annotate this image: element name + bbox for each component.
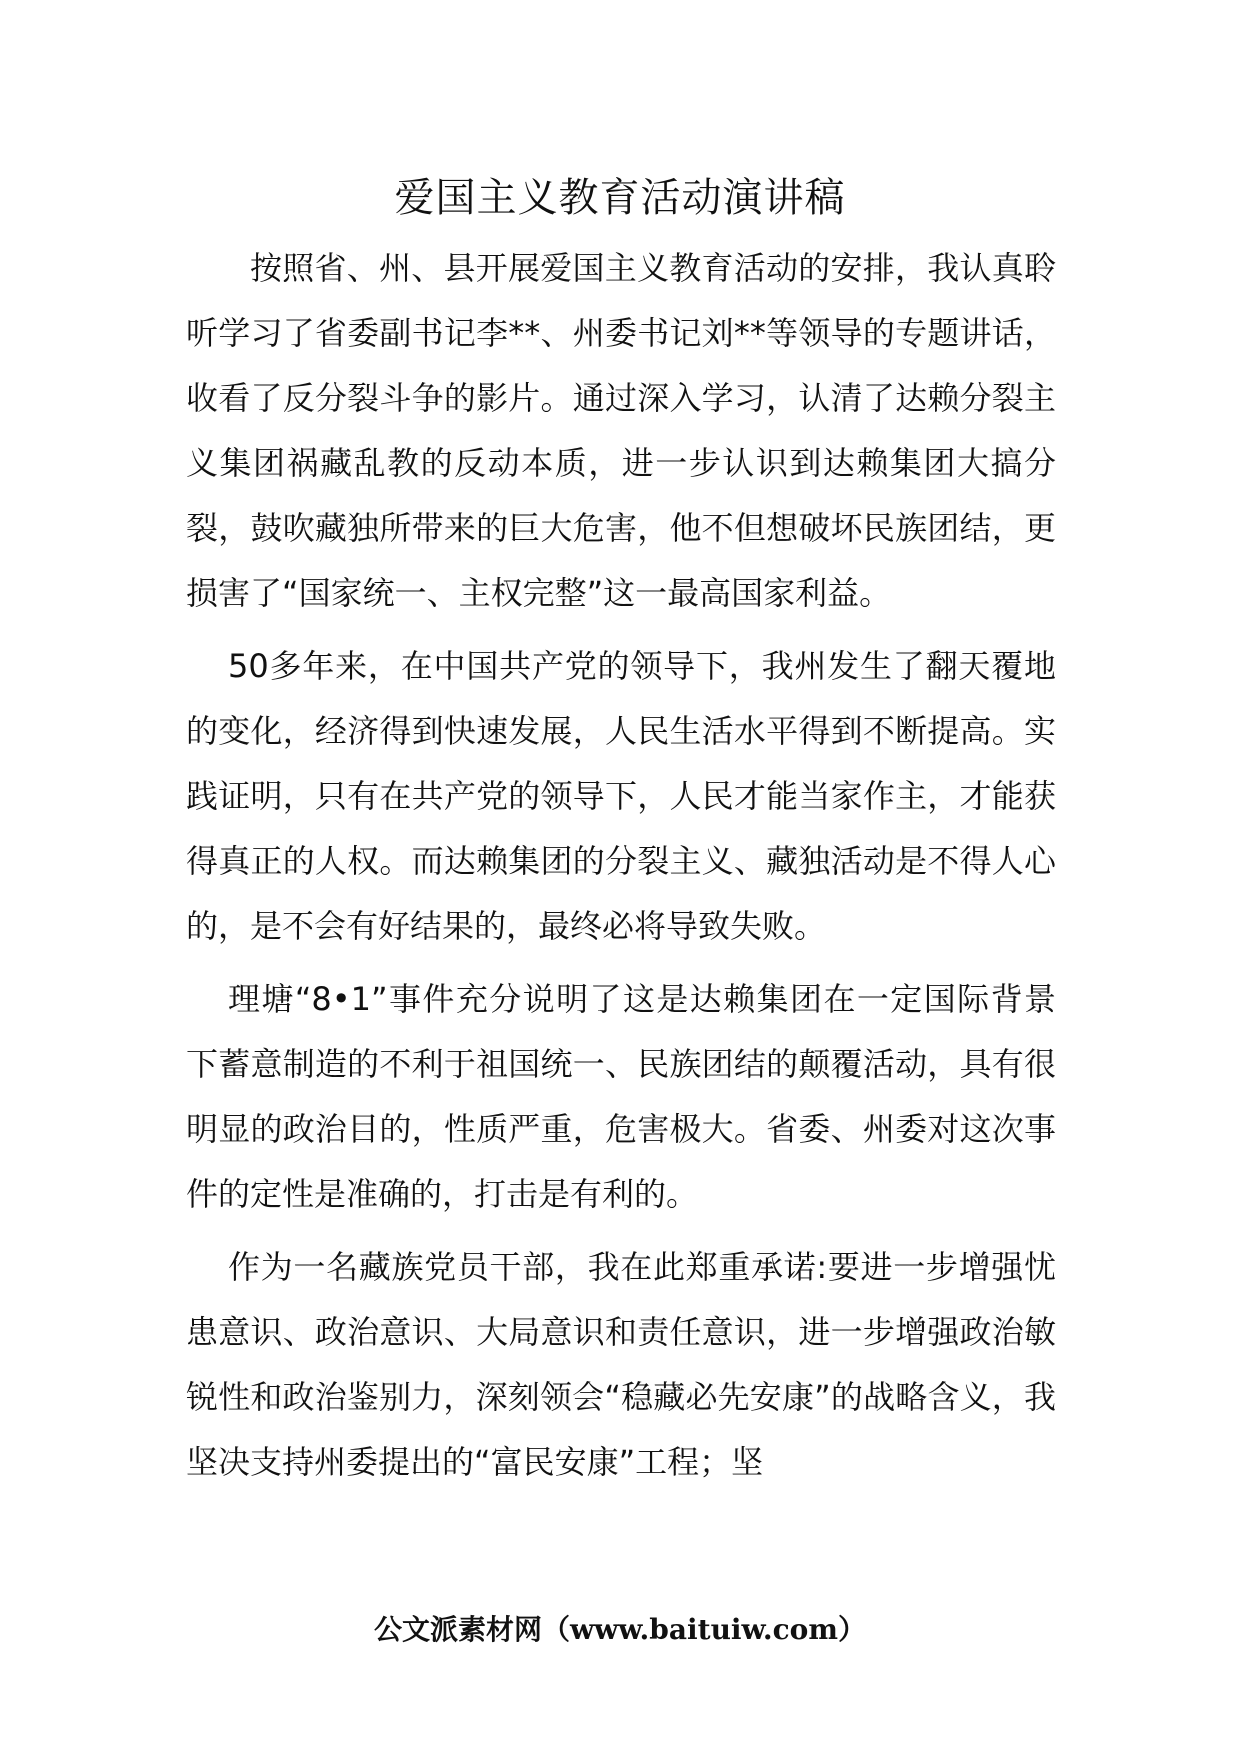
page-footer: 公文派素材网（www.baituiw.com）: [374, 1613, 866, 1646]
paragraph-4: 作为一名藏族党员干部，我在此郑重承诺:要进一步增强忧患意识、政治意识、大局意识和责任意识，进一步增强政治敏锐性和政治鉴别力，深刻领会“稳藏必先安康”的战略含义，我坚决支持州委提出的“富民安康”工程；坚: [186, 1248, 1056, 1481]
document-body: [186, 236, 1056, 1503]
paragraph-2: 50多年来，在中国共产党的领导下，我州发生了翻天覆地的变化，经济得到快速发展，人民生活水平得到不断提高。实践证明，只有在共产党的领导下，人民才能当家作主，才能获得真正的人权。而达赖集团的分裂主义、藏独活动是不得人心的，是不会有好结果的，最终必将导致失败。: [186, 647, 1056, 945]
document-title: 爱国主义教育活动演讲稿: [394, 175, 846, 221]
paragraph-1: 按照省、州、县开展爱国主义教育活动的安排，我认真聆听学习了省委副书记李**、州委书记刘**等领导的专题讲话，收看了反分裂斗争的影片。通过深入学习，认清了达赖分裂主义集团祸藏乱教的反动本质，进一步认识到达赖集团大搞分裂，鼓吹藏独所带来的巨大危害，他不但想破坏民族团结，更损害了“国家统一、主权完整”这一最高国家利益。: [186, 249, 1056, 612]
paragraph-3: 理塘“8•1”事件充分说明了这是达赖集团在一定国际背景下蓄意制造的不利于祖国统一、民族团结的颠覆活动，具有很明显的政治目的，性质严重，危害极大。省委、州委对这次事件的定性是准确的，打击是有利的。: [186, 980, 1056, 1213]
